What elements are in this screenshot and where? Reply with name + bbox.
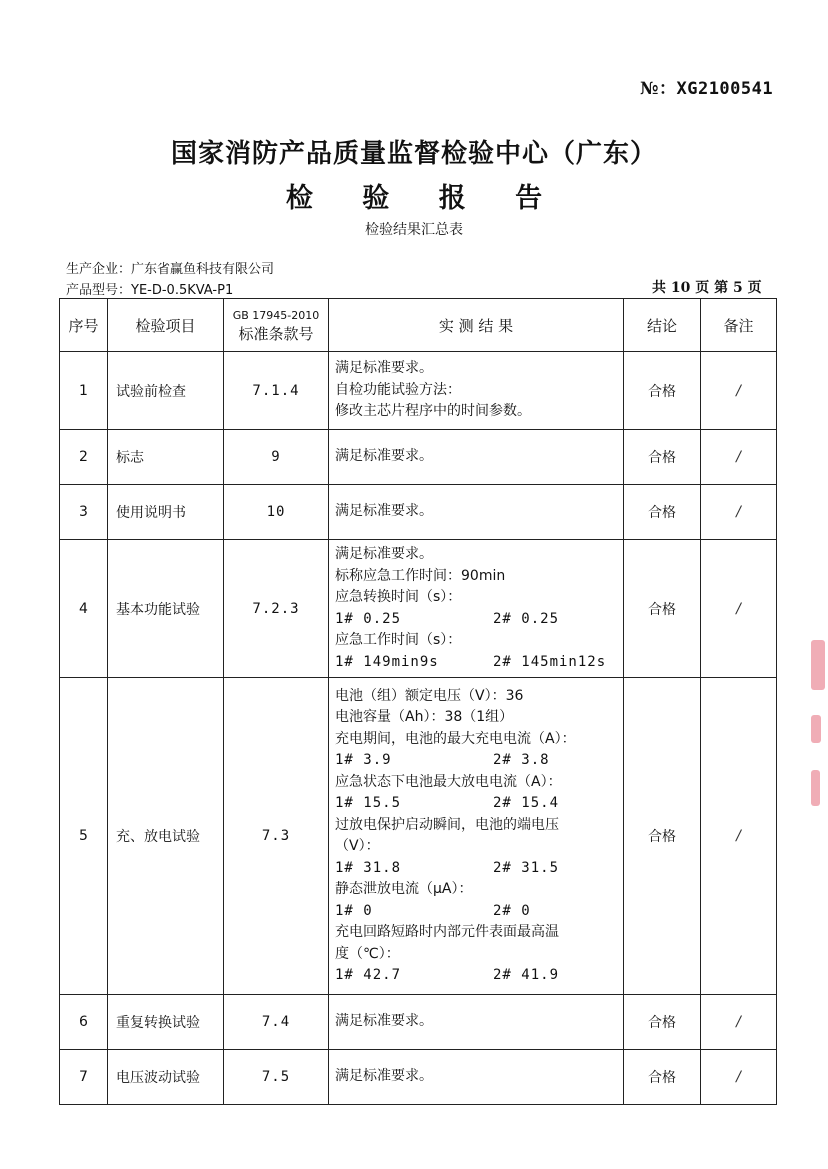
- page-info: 共 10 页 第 5 页: [652, 280, 762, 296]
- row-remark: /: [701, 485, 777, 540]
- result-line: 自检功能试验方法：: [335, 381, 461, 398]
- row-conclusion: 合格: [624, 540, 701, 678]
- header-no: 序号: [60, 299, 108, 352]
- row-conclusion: 合格: [624, 430, 701, 485]
- sample-1-value: 1# 15.5: [335, 795, 402, 811]
- result-value-pair: [335, 750, 617, 772]
- result-line: 满足标准要求。: [335, 1013, 433, 1030]
- manufacturer-line: 生产企业：广东省赢鱼科技有限公司: [66, 262, 275, 277]
- result-line: 修改主芯片程序中的时间参数。: [335, 403, 531, 420]
- report-subtitle: 检验结果汇总表: [365, 222, 463, 238]
- table-row: [60, 540, 777, 678]
- row-item: 重复转换试验: [108, 995, 224, 1050]
- sample-1-value: 1# 3.9: [335, 752, 392, 768]
- result-line: （V）：: [335, 838, 380, 854]
- model-line: 产品型号：YE-D-0.5KVA-P1: [66, 283, 234, 298]
- header-item: 检验项目: [108, 299, 224, 352]
- result-value-pair: [335, 793, 617, 815]
- result-line: 满足标准要求。: [335, 546, 433, 562]
- row-item: 标志: [108, 430, 224, 485]
- table-row: [60, 352, 777, 430]
- result-line: 应急工作时间（s）：: [335, 632, 462, 648]
- row-result: [329, 485, 624, 540]
- row-no: 2: [60, 430, 108, 485]
- result-line: 满足标准要求。: [335, 448, 433, 465]
- result-line: 电池（组）额定电压（V）：36: [335, 687, 524, 704]
- row-conclusion: 合格: [624, 485, 701, 540]
- row-remark: /: [701, 430, 777, 485]
- row-no: 7: [60, 1050, 108, 1105]
- result-line: 充电回路短路时内部元件表面最高温: [335, 924, 559, 940]
- row-result: [329, 995, 624, 1050]
- sample-1-value: 1# 42.7: [335, 967, 402, 983]
- result-line: 满足标准要求。: [335, 503, 433, 520]
- sample-2-value: 2# 0: [493, 902, 531, 919]
- header-result: 实 测 结 果: [329, 299, 624, 352]
- seal-stamp-mark: [811, 640, 825, 690]
- row-remark: /: [701, 678, 777, 995]
- seal-stamp-mark: [811, 770, 820, 806]
- row-no: 6: [60, 995, 108, 1050]
- result-value-pair: [335, 858, 617, 880]
- table-row: [60, 485, 777, 540]
- row-clause: 9: [224, 430, 329, 485]
- sample-1-value: 1# 149min9s: [335, 653, 439, 670]
- row-clause: 7.4: [224, 995, 329, 1050]
- row-clause: 7.1.4: [224, 352, 329, 430]
- result-line: 充电期间，电池的最大充电电流（A）：: [335, 730, 576, 747]
- result-line: 电池容量（Ah）：38（1组）: [335, 709, 514, 725]
- row-conclusion: 合格: [624, 352, 701, 430]
- report-number-label: №：: [640, 79, 677, 99]
- result-value-pair: [335, 652, 617, 674]
- row-result: [329, 430, 624, 485]
- row-clause: 7.3: [224, 678, 329, 995]
- header-clause-label: 标准条款号: [238, 325, 314, 343]
- row-item: 试验前检查: [108, 352, 224, 430]
- seal-stamp-mark: [811, 715, 821, 743]
- result-line: 满足标准要求。: [335, 360, 433, 377]
- row-no: 4: [60, 540, 108, 678]
- row-no: 1: [60, 352, 108, 430]
- result-value-pair: [335, 965, 617, 987]
- sample-1-value: 1# 31.8: [335, 859, 402, 876]
- organization-title: 国家消防产品质量监督检验中心（广东）: [170, 139, 657, 169]
- header-conclusion: 结论: [624, 299, 701, 352]
- row-clause: 10: [224, 485, 329, 540]
- sample-2-value: 2# 41.9: [493, 967, 560, 983]
- table-row: [60, 995, 777, 1050]
- sample-2-value: 2# 3.8: [493, 752, 550, 768]
- header-standard-clause: [224, 299, 329, 352]
- row-conclusion: 合格: [624, 678, 701, 995]
- row-clause: 7.5: [224, 1050, 329, 1105]
- row-result: [329, 1050, 624, 1105]
- row-result: [329, 540, 624, 678]
- row-conclusion: 合格: [624, 995, 701, 1050]
- report-title: 检 验 报 告: [285, 183, 563, 214]
- row-no: 5: [60, 678, 108, 995]
- results-table: [59, 298, 777, 1105]
- result-line: 应急转换时间（s）：: [335, 589, 462, 605]
- row-remark: /: [701, 352, 777, 430]
- row-no: 3: [60, 485, 108, 540]
- header-standard-code: GB 17945-2010: [232, 309, 320, 322]
- table-row: [60, 430, 777, 485]
- result-value-pair: [335, 901, 617, 923]
- result-line: 满足标准要求。: [335, 1068, 433, 1085]
- row-result: [329, 678, 624, 995]
- result-value-pair: [335, 609, 617, 631]
- sample-1-value: 1# 0.25: [335, 610, 402, 627]
- result-line: 度（℃）：: [335, 945, 400, 962]
- result-line: 静态泄放电流（μA）：: [335, 881, 473, 897]
- row-remark: /: [701, 1050, 777, 1105]
- result-line: 应急状态下电池最大放电电流（A）：: [335, 773, 562, 790]
- sample-2-value: 2# 15.4: [493, 795, 560, 811]
- row-remark: /: [701, 540, 777, 678]
- row-item: 基本功能试验: [108, 540, 224, 678]
- sample-2-value: 2# 31.5: [493, 859, 560, 876]
- header-remark: 备注: [701, 299, 777, 352]
- result-line: 过放电保护启动瞬间，电池的端电压: [335, 816, 559, 833]
- row-clause: 7.2.3: [224, 540, 329, 678]
- table-header-row: [60, 299, 777, 352]
- row-result: [329, 352, 624, 430]
- result-line: 标称应急工作时间：90min: [335, 567, 506, 584]
- row-item: 电压波动试验: [108, 1050, 224, 1105]
- row-item: 使用说明书: [108, 485, 224, 540]
- sample-2-value: 2# 145min12s: [493, 653, 607, 670]
- report-number-value: XG2100541: [676, 79, 774, 99]
- row-remark: /: [701, 995, 777, 1050]
- report-number: [640, 74, 773, 99]
- table-row: [60, 1050, 777, 1105]
- row-conclusion: 合格: [624, 1050, 701, 1105]
- table-row: [60, 678, 777, 995]
- sample-2-value: 2# 0.25: [493, 610, 560, 627]
- row-item: 充、放电试验: [108, 678, 224, 995]
- sample-1-value: 1# 0: [335, 902, 373, 919]
